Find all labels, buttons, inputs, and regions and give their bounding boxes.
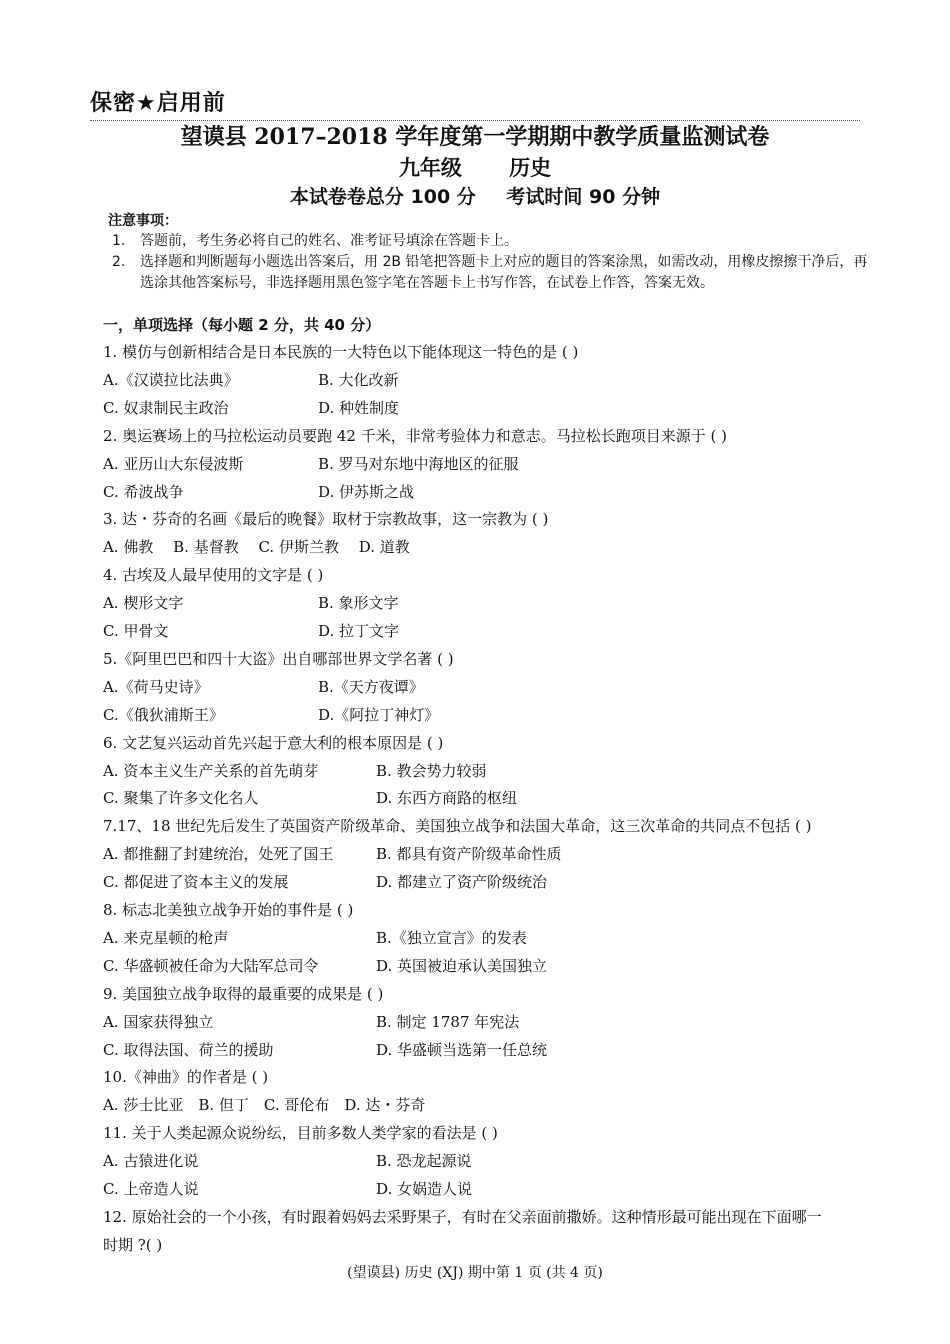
option: A. 亚历山大东侵波斯: [103, 454, 244, 473]
question-stem: 6. 文艺复兴运动首先兴起于意大利的根本原因是 ( ): [103, 733, 444, 752]
option: B. 大化改新: [318, 370, 399, 389]
notice-text: 答题前，考生务必将自己的姓名、准考证号填涂在答题卡上。: [140, 233, 518, 249]
option: A. 古猿进化说: [103, 1152, 199, 1171]
option: C. 甲骨文: [103, 622, 169, 640]
exam-title: 望谟县 2017–2018 学年度第一学期期中教学质量监测试卷: [180, 124, 770, 150]
option: C. 奴隶制民主政治: [103, 398, 229, 417]
question-stem: 9. 美国独立战争取得的最重要的成果是 ( ): [103, 984, 384, 1003]
section-heading: 一，单项选择（每小题 2 分，共 40 分）: [103, 316, 381, 334]
option: D. 都建立了资产阶级统治: [376, 873, 548, 892]
option: A. 资本主义生产关系的首先萌芽: [103, 761, 319, 780]
option: C.《俄狄浦斯王》: [103, 705, 224, 724]
option: A.《荷马史诗》: [103, 677, 209, 696]
question-stem: 3. 达・芬奇的名画《最后的晚餐》取材于宗教故事，这一宗教为 ( ): [103, 510, 549, 529]
option: A. 国家获得独立: [103, 1012, 214, 1031]
total-score: 本试卷卷总分 100 分: [289, 186, 476, 208]
option: B.《独立宣言》的发表: [376, 928, 527, 947]
grade-subject: [0, 152, 950, 182]
option: B. 教会势力较弱: [376, 761, 487, 780]
option: B. 恐龙起源说: [376, 1152, 472, 1171]
option: D. 东西方商路的枢纽: [376, 789, 518, 808]
option: C. 上帝造人说: [103, 1180, 199, 1198]
exam-info: [0, 182, 950, 209]
question-stem: 11. 关于人类起源众说纷纭，目前多数人类学家的看法是 ( ): [103, 1124, 498, 1143]
option: B. 罗马对东地中海地区的征服: [318, 454, 519, 473]
option: D. 英国被迫承认美国独立: [376, 956, 548, 975]
notice-number: 1.: [112, 233, 126, 249]
option: C. 取得法国、荷兰的援助: [103, 1040, 274, 1059]
notice-heading: 注意事项：: [108, 213, 178, 229]
question-stem: 5.《阿里巴巴和四十大盗》出自哪部世界文学名著 ( ): [103, 649, 454, 668]
option: D. 拉丁文字: [318, 622, 400, 640]
question-stem-continued: 时期 ?( ): [103, 1235, 163, 1254]
option: A. 都推翻了封建统治，处死了国王: [103, 845, 334, 864]
question-stem: 2. 奥运赛场上的马拉松运动员要跑 42 千米，非常考验体力和意志。马拉松长跑项目来源于 ( ): [103, 426, 727, 445]
option-row: A. 莎士比亚 B. 但丁 C. 哥伦布 D. 达・芬奇: [103, 1096, 426, 1115]
question-stem: 8. 标志北美独立战争开始的事件是 ( ): [103, 901, 354, 919]
confidential-label: 保密★启用前: [90, 91, 226, 116]
option: A. 楔形文字: [103, 594, 184, 613]
notice-text: 选择题和判断题每小题选出答案后，用 2B 铅笔把答题卡上对应的题目的答案涂黑，如需改动，用橡皮擦擦干净后，再选涂其他答案标号，非选择题用黑色签字笔在答题卡上书写作答，在试卷上作答，答案无效。: [140, 254, 868, 291]
option: D. 种姓制度: [318, 398, 400, 417]
option-row: A. 佛教 B. 基督教 C. 伊斯兰教 D. 道教: [103, 538, 410, 557]
question-stem: 12. 原始社会的一个小孩，有时跟着妈妈去采野果子，有时在父亲面前撒娇。这种情形最可能出现在下面哪一: [103, 1207, 822, 1226]
option: A.《汉谟拉比法典》: [103, 370, 239, 389]
option: C. 希波战争: [103, 482, 184, 501]
option: C. 都促进了资本主义的发展: [103, 873, 289, 892]
option: B. 象形文字: [318, 594, 399, 613]
option: D. 华盛顿当选第一任总统: [376, 1040, 548, 1059]
exam-time: 考试时间 90 分钟: [506, 186, 661, 208]
option: C. 华盛顿被任命为大陆军总司令: [103, 956, 319, 975]
question-stem: 4. 古埃及人最早使用的文字是 ( ): [103, 566, 324, 585]
grade: 九年级: [398, 155, 462, 180]
subject: 历史: [509, 155, 552, 180]
option: D. 伊苏斯之战: [318, 482, 415, 501]
option: D.《阿拉丁神灯》: [318, 705, 440, 724]
notice-item: [108, 252, 878, 294]
page-footer: (望谟县) 历史 (XJ) 期中第 1 页 (共 4 页): [347, 1265, 603, 1281]
option: C. 聚集了许多文化名人: [103, 789, 259, 808]
question-stem: 7.17、18 世纪先后发生了英国资产阶级革命、美国独立战争和法国大革命，这三次革命的共同点不包括 ( ): [103, 817, 812, 836]
option: B. 都具有资产阶级革命性质: [376, 845, 562, 864]
option: B.《天方夜谭》: [318, 677, 424, 696]
option: A. 来克星顿的枪声: [103, 928, 229, 947]
notice-number: 2.: [112, 254, 126, 270]
option: D. 女娲造人说: [376, 1180, 473, 1198]
question-stem: 1. 模仿与创新相结合是日本民族的一大特色以下能体现这一特色的是 ( ): [103, 343, 579, 361]
question-stem: 10.《神曲》的作者是 ( ): [103, 1068, 269, 1087]
option: B. 制定 1787 年宪法: [376, 1012, 520, 1031]
notice-item: [108, 231, 878, 252]
